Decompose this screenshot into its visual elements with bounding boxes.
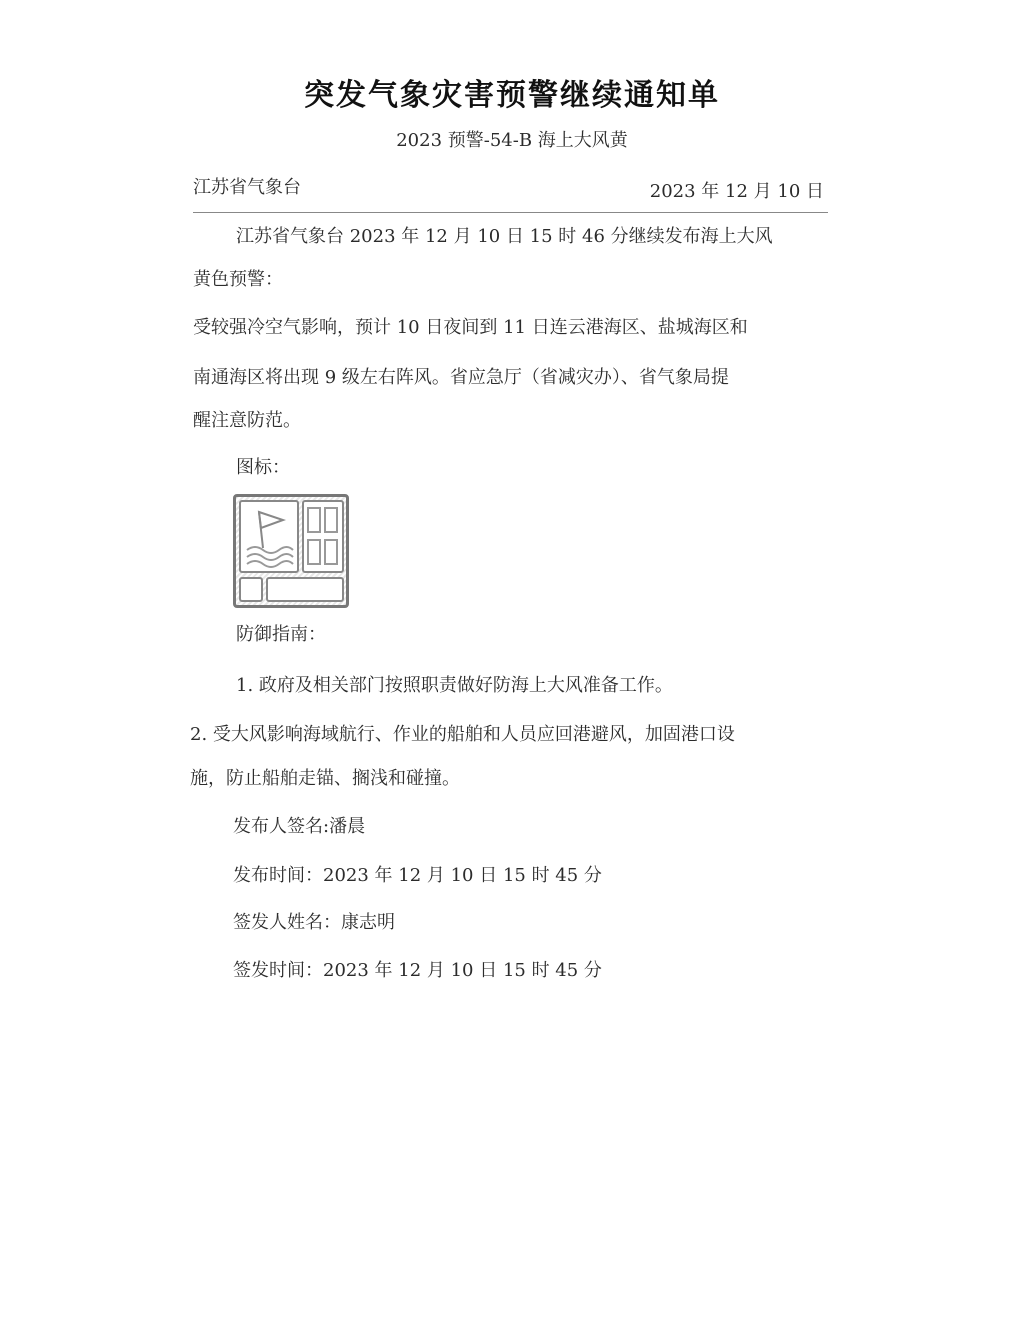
signer-name: 签发人姓名：康志明 (233, 912, 395, 933)
document-subtitle: 2023 预警-54-B 海上大风黄 (396, 130, 628, 151)
guide-item-2: 2. 受大风影响海域航行、作业的船舶和人员应回港避风，加固港口设 (190, 724, 735, 745)
body-paragraph-2: 受较强冷空气影响，预计 10 日夜间到 11 日连云港海区、盐城海区和 (193, 317, 748, 338)
flag-waves-icon (241, 502, 297, 571)
defense-guide-title: 防御指南： (236, 624, 326, 645)
publish-time: 发布时间：2023 年 12 月 10 日 15 时 45 分 (233, 865, 602, 886)
guide-item-1: 1. 政府及相关部门按照职责做好防海上大风准备工作。 (236, 675, 673, 696)
header-divider (193, 212, 828, 213)
body-paragraph-2-cont: 南通海区将出现 9 级左右阵风。省应急厅（省减灾办）、省气象局提 (193, 367, 729, 388)
warning-symbol-panel (239, 500, 299, 573)
warning-text-panel (302, 500, 344, 573)
body-paragraph-1: 江苏省气象台 2023 年 12 月 10 日 15 时 46 分继续发布海上大风 (236, 226, 773, 247)
guide-item-2-cont: 施，防止船舶走锚、搁浅和碰撞。 (190, 768, 460, 789)
body-paragraph-2-end: 醒注意防范。 (193, 410, 301, 431)
publisher-signature: 发布人签名:潘晨 (233, 816, 366, 837)
document-title: 突发气象灾害预警继续通知单 (304, 78, 720, 113)
sign-time: 签发时间：2023 年 12 月 10 日 15 时 45 分 (233, 960, 602, 981)
warning-glyph-block-icon (304, 502, 342, 571)
body-paragraph-1-cont: 黄色预警： (193, 269, 283, 290)
issue-date: 2023 年 12 月 10 日 (649, 181, 824, 202)
icon-label: 图标： (236, 457, 290, 478)
sea-gale-warning-icon (233, 494, 349, 608)
issuer-name: 江苏省气象台 (193, 177, 301, 198)
warning-level-box (239, 577, 263, 602)
warning-caption-box (266, 577, 344, 602)
